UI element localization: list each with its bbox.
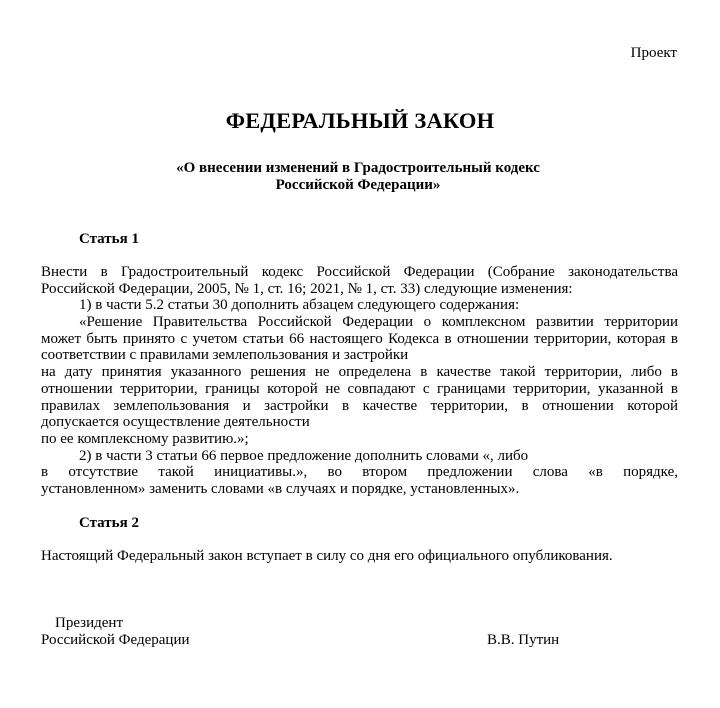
article-1-heading: Статья 1 (79, 231, 139, 247)
body-line: Внести в Градостроительный кодекс Российской Федерации (Собрание законодательства (41, 264, 678, 280)
subtitle-line: «О внесении изменений в Градостроительный кодекс (176, 160, 540, 176)
body-line: может быть принято с учетом статьи 66 настоящего Кодекса в отношении территории, которая в (41, 331, 678, 347)
body-line: отношении территории, границы которой не совпадают с границами территории, указанной в (41, 381, 678, 397)
body-line: «Решение Правительства Российской Федерации о комплексном развитии территории (79, 314, 678, 330)
signature-position-line-1: Президент (55, 615, 123, 631)
signature-position-line-2: Российской Федерации (41, 632, 190, 648)
body-line: по ее комплексному развитию.»; (41, 431, 249, 447)
article-2-heading: Статья 2 (79, 515, 139, 531)
body-line: правилах землепользования и застройки в качестве территории, в отношении которой (41, 398, 678, 414)
signatory-name: В.В. Путин (487, 632, 560, 648)
draft-status-label: Проект (630, 45, 677, 61)
body-line: на дату принятия указанного решения не определена в качестве такой территории, либо в (41, 364, 678, 380)
body-line: Российской Федерации, 2005, № 1, ст. 16; 2021, № 1, ст. 33) следующие изменения: (41, 281, 573, 297)
document-subtitle (0, 160, 716, 194)
body-line: 2) в части 3 статьи 66 первое предложение дополнить словами «, либо (79, 448, 529, 464)
body-line: установленном» заменить словами «в случаях и порядке, установленных». (41, 481, 520, 497)
body-line: в отсутствие такой инициативы.», во втором предложении слова «в порядке, (41, 464, 678, 480)
article-2-body: Настоящий Федеральный закон вступает в силу со дня его официального опубликования. (41, 548, 613, 564)
document-title: ФЕДЕРАЛЬНЫЙ ЗАКОН (225, 108, 495, 133)
body-line: допускается осуществление деятельности (41, 414, 310, 430)
body-line: соответствии с правилами землепользования и застройки (41, 347, 409, 363)
body-line: 1) в части 5.2 статьи 30 дополнить абзацем следующего содержания: (79, 297, 520, 313)
subtitle-line: Российской Федерации» (275, 177, 441, 193)
